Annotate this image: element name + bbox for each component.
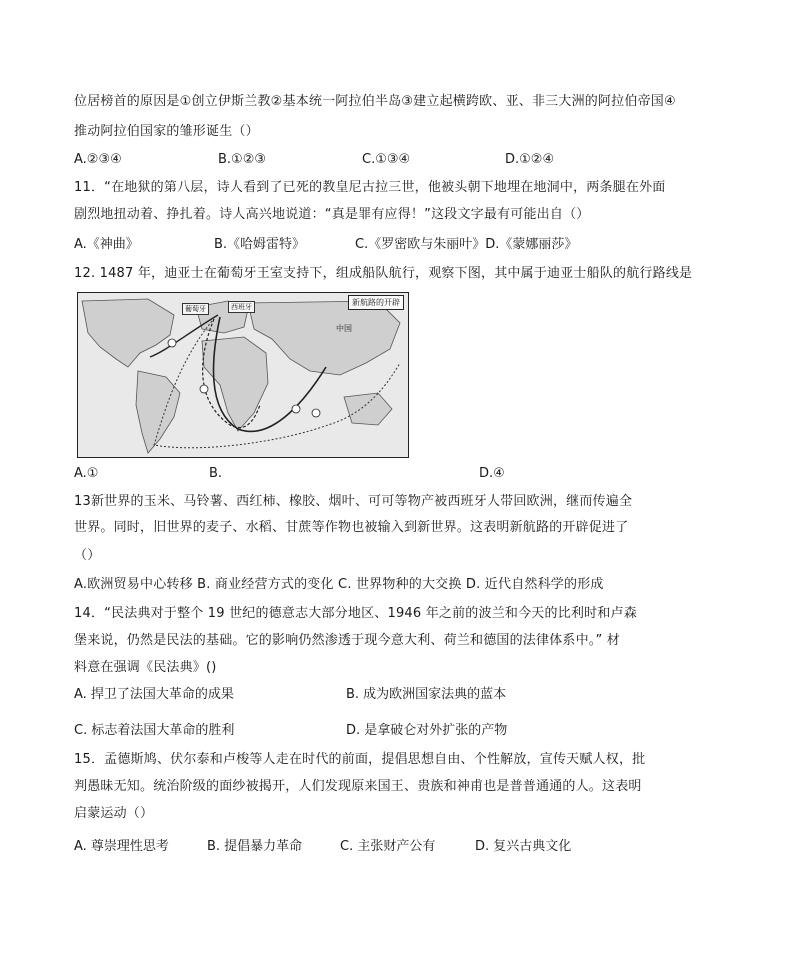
q13-stem-line2: 世界。同时，旧世界的麦子、水稻、甘蔗等作物也被输入到新世界。这表明新航路的开辟促进了 xyxy=(74,520,629,535)
q15-option-b[interactable]: B. 提倡暴力革命 xyxy=(207,839,303,854)
q15-stem-line3: 启蒙运动（） xyxy=(74,806,154,821)
q10-stem-line2: 推动阿拉伯国家的雏形诞生（） xyxy=(74,124,259,139)
q12-stem: 12. 1487 年，迪亚士在葡萄牙王室支持下，组成船队航行，观察下图，其中属于迪亚士船队的航行路线是 xyxy=(74,266,693,281)
q14-option-a[interactable]: A. 捍卫了法国大革命的成果 xyxy=(74,687,234,702)
q15-stem-line1: 15．孟德斯鸠、伏尔泰和卢梭等人走在时代的前面，提倡思想自由、个性解放，宣传天赋人权，批 xyxy=(74,752,646,767)
q11-stem-line2: 剧烈地扭动着、挣扎着。诗人高兴地说道：“真是罪有应得！”这段文字最有可能出自（） xyxy=(74,207,590,222)
route-marker-1 xyxy=(168,339,176,347)
q11-option-cd[interactable]: C.《罗密欧与朱丽叶》D.《蒙娜丽莎》 xyxy=(355,237,578,252)
q14-stem-line2: 堡来说，仍然是民法的基础。它的影响仍然渗透于现今意大利、荷兰和德国的法律体系中。” 材 xyxy=(74,633,620,648)
q10-stem-line1: 位居榜首的原因是①创立伊斯兰教②基本统一阿拉伯半岛③建立起横跨欧、亚、非三大洲的阿拉伯帝国④ xyxy=(74,94,676,109)
q14-option-d[interactable]: D. 是拿破仑对外扩张的产物 xyxy=(346,723,508,738)
map-title: 新航路的开辟 xyxy=(348,295,404,310)
q10-option-b[interactable]: B.①②③ xyxy=(218,152,267,167)
q12-option-a[interactable]: A.① xyxy=(74,466,99,481)
q12-option-b[interactable]: B. xyxy=(209,466,223,481)
route-marker-4 xyxy=(312,409,320,417)
q11-stem-line1: 11．“在地狱的第八层，诗人看到了已死的教皇尼古拉三世，他被头朝下地埋在地洞中，两条腿在外面 xyxy=(74,180,666,195)
q15-option-d[interactable]: D. 复兴古典文化 xyxy=(475,839,572,854)
q10-option-a[interactable]: A.②③④ xyxy=(74,152,122,167)
q11-option-a[interactable]: A.《神曲》 xyxy=(74,237,139,252)
q14-stem-line3: 料意在强调《民法典》() xyxy=(74,660,217,675)
route-marker-2 xyxy=(200,385,208,393)
q13-stem-line1: 13新世界的玉米、马铃薯、西红柿、橡胶、烟叶、可可等物产被西班牙人带回欧洲，继而传遍全 xyxy=(74,494,633,509)
q10-option-c[interactable]: C.①③④ xyxy=(362,152,411,167)
q13-options[interactable]: A.欧洲贸易中心转移 B. 商业经营方式的变化 C. 世界物种的大交换 D. 近代自然科学的形成 xyxy=(74,577,604,592)
route-marker-3 xyxy=(292,405,300,413)
q15-option-c[interactable]: C. 主张财产公有 xyxy=(340,839,436,854)
q15-option-a[interactable]: A. 尊崇理性思考 xyxy=(74,839,169,854)
q13-stem-line3: （） xyxy=(74,548,101,563)
q14-option-b[interactable]: B. 成为欧洲国家法典的蓝本 xyxy=(346,687,507,702)
map-label-china: 中国 xyxy=(336,324,352,333)
q12-option-d[interactable]: D.④ xyxy=(479,466,505,481)
map-label-spain: 西班牙 xyxy=(228,301,255,313)
map-label-portugal: 葡萄牙 xyxy=(182,303,209,315)
q11-option-b[interactable]: B.《哈姆雷特》 xyxy=(214,237,306,252)
q10-option-d[interactable]: D.①②④ xyxy=(505,152,555,167)
map-drawing xyxy=(78,293,408,457)
q14-stem-line1: 14．“民法典对于整个 19 世纪的德意志大部分地区、1946 年之前的波兰和今天的比利时和卢森 xyxy=(74,606,637,621)
q15-stem-line2: 判愚昧无知。统治阶级的面纱被揭开，人们发现原来国王、贵族和神甫也是普普通通的人。这表明 xyxy=(74,779,642,794)
q14-option-c[interactable]: C. 标志着法国大革命的胜利 xyxy=(74,723,235,738)
new-sea-routes-map xyxy=(77,292,409,458)
